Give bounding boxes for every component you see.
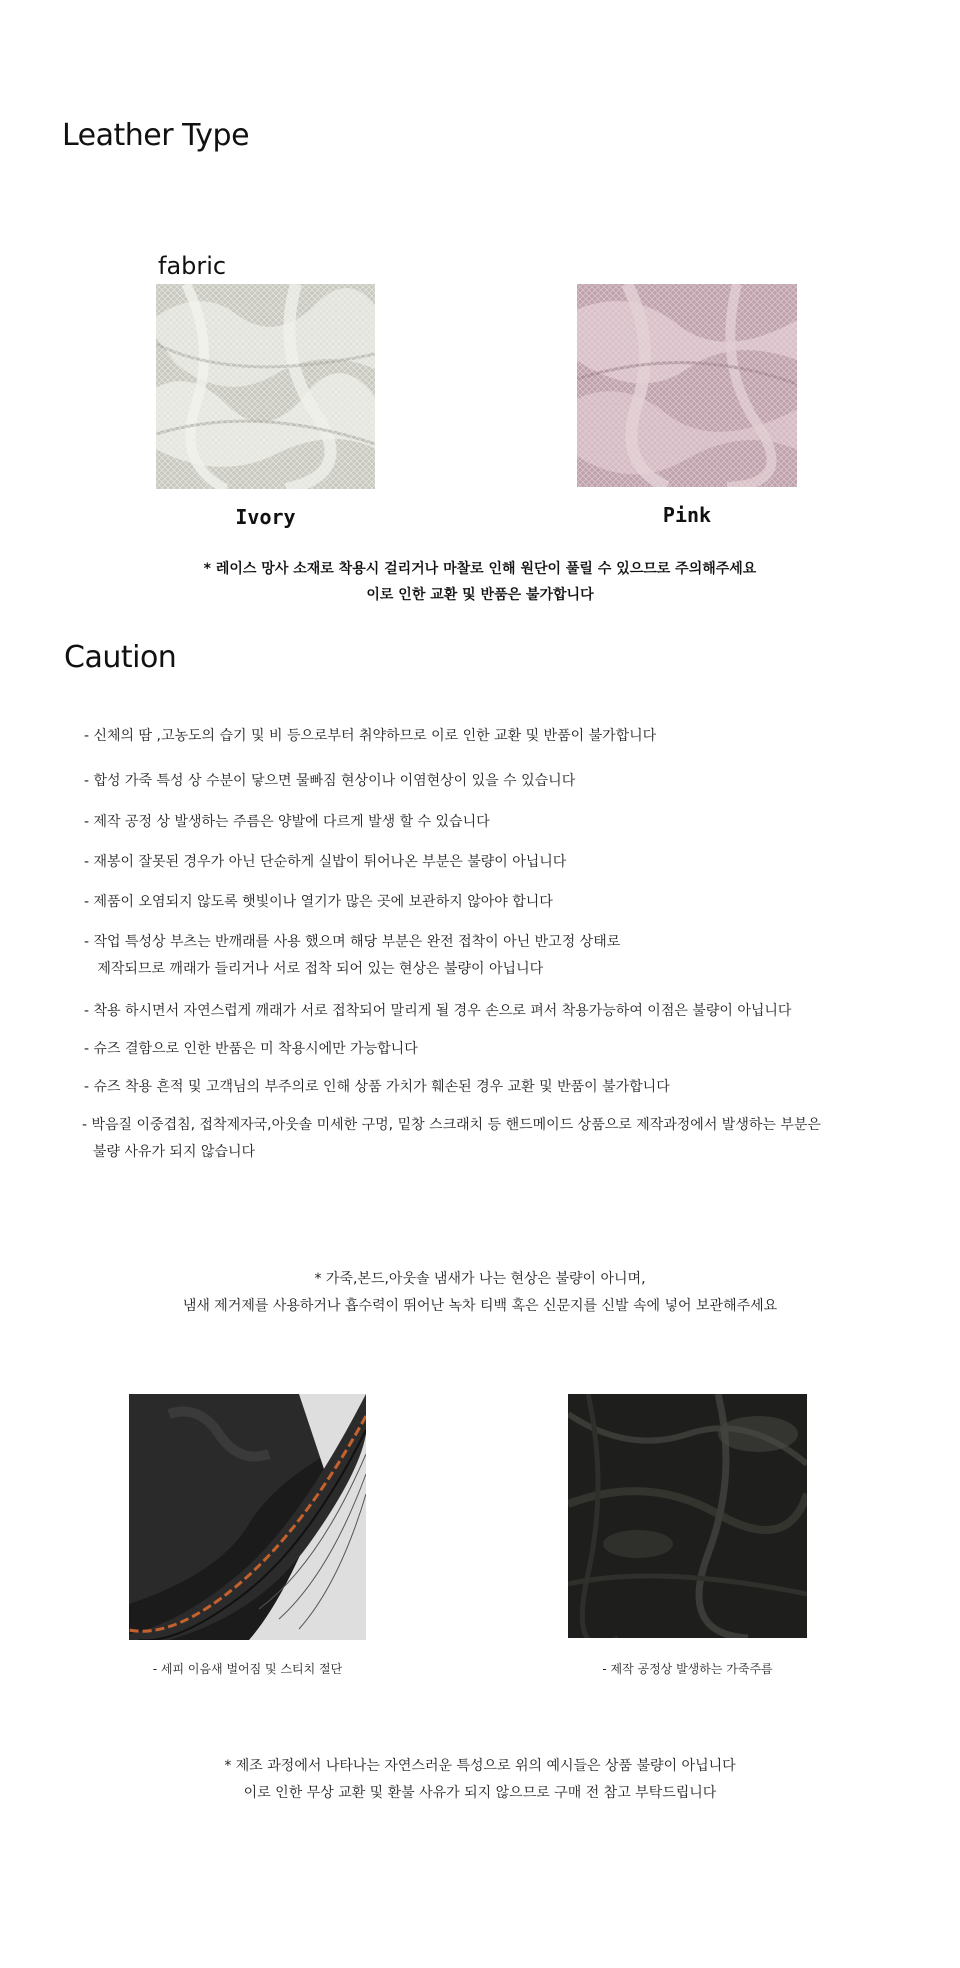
caution-item: - 슈즈 착용 흔적 및 고객님의 부주의로 인해 상품 가치가 훼손된 경우 교환 및 반품이 불가합니다 — [84, 1079, 670, 1095]
caution-item: 제작되므로 깨래가 들리거나 서로 접착 되어 있는 현상은 불량이 아닙니다 — [84, 961, 544, 977]
caution-item: - 재봉이 잘못된 경우가 아닌 단순하게 실밥이 튀어나온 부분은 불량이 아닙니다 — [84, 854, 567, 870]
ivory-lace-swatch — [156, 284, 375, 489]
caution-heading: Caution — [64, 640, 177, 675]
caution-item: - 박음질 이중겹침, 접착제자국,아웃솔 미세한 구멍, 밑창 스크래치 등 핸드메이드 상품으로 제작과정에서 발생하는 부분은 — [82, 1117, 821, 1133]
caution-item: - 제작 공정 상 발생하는 주름은 양발에 다르게 발생 할 수 있습니다 — [84, 814, 490, 830]
pink-color-name: Pink — [662, 503, 712, 527]
lace-notice — [80, 556, 880, 608]
smell-note-line-1: * 가죽,본드,아웃솔 냄새가 나는 현상은 불량이 아니며, — [314, 1271, 646, 1287]
caution-item: - 합성 가죽 특성 상 수분이 닿으면 물빠짐 현상이나 이염현상이 있을 수 있습니다 — [84, 773, 576, 789]
leather-type-heading: Leather Type — [62, 118, 250, 153]
lace-notice-line-2: 이로 인한 교환 및 반품은 불가합니다 — [366, 587, 594, 603]
caution-item: - 슈즈 결함으로 인한 반품은 미 착용시에만 가능합니다 — [84, 1041, 418, 1057]
caution-item: - 제품이 오염되지 않도록 햇빛이나 열기가 많은 곳에 보관하지 않아야 합니다 — [84, 894, 553, 910]
ivory-color-name: Ivory — [235, 505, 296, 529]
caution-item: - 착용 하시면서 자연스럽게 깨래가 서로 접착되어 말리게 될 경우 손으로 펴서 착용가능하여 이점은 불량이 아닙니다 — [84, 1003, 792, 1019]
fabric-label: fabric — [158, 252, 227, 280]
caution-item: 불량 사유가 되지 않습니다 — [84, 1144, 256, 1160]
footer-note-line-2: 이로 인한 무상 교환 및 환불 사유가 되지 않으므로 구매 전 참고 부탁드립니다 — [243, 1785, 717, 1801]
stitch-seam-photo — [129, 1394, 366, 1640]
stitch-seam-caption: - 세피 이음새 벌어짐 및 스티치 절단 — [152, 1662, 343, 1676]
footer-note — [80, 1753, 880, 1807]
lace-notice-line-1: * 레이스 망사 소재로 착용시 걸리거나 마찰로 인해 원단이 풀릴 수 있으므로 주의해주세요 — [203, 561, 757, 577]
leather-wrinkle-caption: - 제작 공정상 발생하는 가죽주름 — [602, 1662, 773, 1676]
smell-note-line-2: 냄새 제거제를 사용하거나 흡수력이 뛰어난 녹차 티백 혹은 신문지를 신발 속에 넣어 보관해주세요 — [182, 1298, 778, 1314]
caution-item: - 신체의 땀 ,고농도의 습기 및 비 등으로부터 취약하므로 이로 인한 교환 및 반품이 불가합니다 — [84, 728, 657, 744]
pink-lace-swatch — [577, 284, 797, 487]
leather-wrinkle-photo — [568, 1394, 807, 1638]
caution-item: - 작업 특성상 부츠는 반깨래를 사용 했으며 해당 부분은 완전 접착이 아닌 반고정 상태로 — [84, 934, 621, 950]
smell-note — [80, 1266, 880, 1320]
footer-note-line-1: * 제조 과정에서 나타나는 자연스러운 특성으로 위의 예시들은 상품 불량이 아닙니다 — [224, 1758, 736, 1774]
